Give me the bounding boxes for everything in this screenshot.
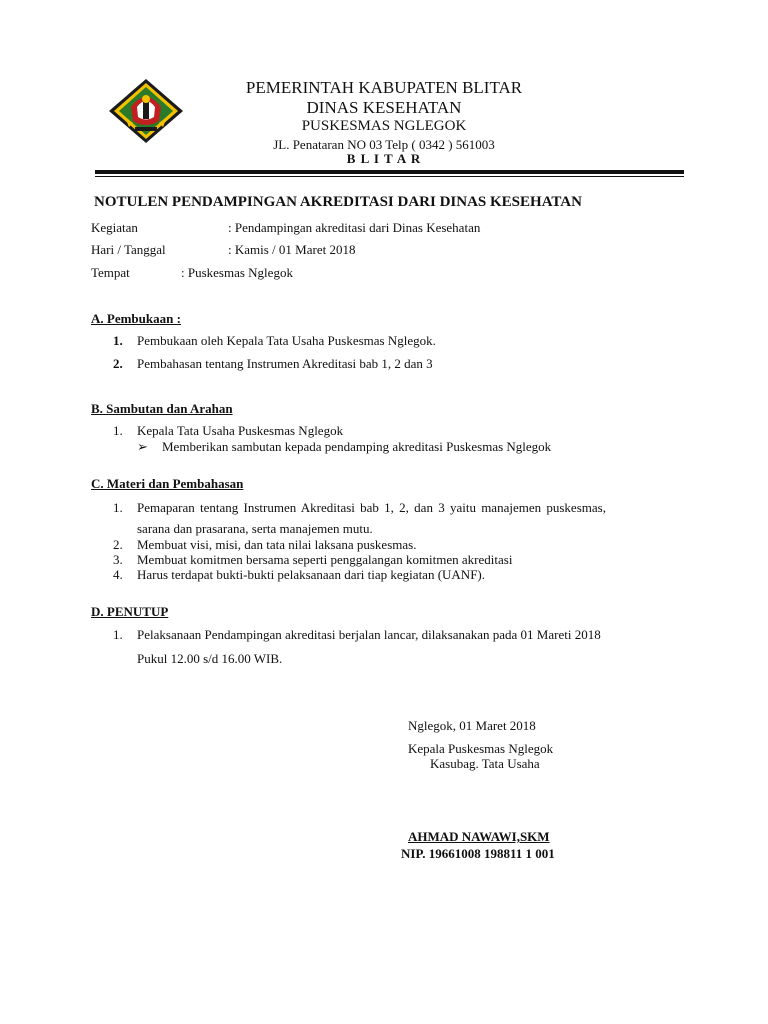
info-value-tempat: : Puskesmas Nglegok [181,265,293,280]
info-label-tempat: Tempat [91,265,130,280]
section-b-sub-item: Memberikan sambutan kepada pendamping akreditasi Puskesmas Nglegok [162,439,552,454]
section-a-item-1: Pembukaan oleh Kepala Tata Usaha Puskesmas Nglegok. [137,333,436,348]
signature-role-2: Kasubag. Tata Usaha [430,756,540,771]
info-value-tanggal: : Kamis / 01 Maret 2018 [228,242,356,257]
header-city: B L I T A R [346,151,422,166]
section-c-heading: C. Materi dan Pembahasan [91,476,244,491]
info-label-tanggal: Hari / Tanggal [91,242,166,257]
header-line-3: PUSKESMAS NGLEGOK [301,118,467,134]
document-title: NOTULEN PENDAMPINGAN AKREDITASI DARI DINAS KESEHATAN [94,194,582,210]
header-line-2: DINAS KESEHATAN [306,98,462,117]
section-c-item-3: Membuat komitmen bersama seperti penggalangan komitmen akreditasi [137,552,513,567]
section-a-item-2-num: 2. [113,356,123,371]
section-a-item-1-num: 1. [113,333,123,348]
section-b-item-1-num: 1. [113,423,123,438]
section-c-item-1: Pemaparan tentang Instrumen Akreditasi bab 1, 2, dan 3 yaitu manajemen puskesmas, [137,500,606,515]
info-label-kegiatan: Kegiatan [91,220,138,235]
header-line-1: PEMERINTAH KABUPATEN BLITAR [245,78,523,97]
section-a-heading: A. Pembukaan : [91,311,181,326]
section-c-item-1-cont: sarana dan prasarana, serta manajemen mutu. [137,521,373,536]
signature-role-1: Kepala Puskesmas Nglegok [408,741,554,756]
section-d-heading: D. PENUTUP [91,604,169,619]
section-b-heading: B. Sambutan dan Arahan [91,401,233,416]
section-c-item-2-num: 2. [113,537,123,552]
section-d-item-1: Pelaksanaan Pendampingan akreditasi berjalan lancar, dilaksanakan pada 01 Mareti 2018 [137,627,601,642]
section-c-item-1-num: 1. [113,500,123,515]
info-value-kegiatan: : Pendampingan akreditasi dari Dinas Kesehatan [228,220,481,235]
header-divider-thin [95,176,684,177]
section-d-item-1-num: 1. [113,627,123,642]
header-address: JL. Penataran NO 03 Telp ( 0342 ) 561003 [273,137,495,152]
section-c-item-4: Harus terdapat bukti-bukti pelaksanaan dari tiap kegiatan (UANF). [137,567,485,582]
section-d-item-1-cont: Pukul 12.00 s/d 16.00 WIB. [137,651,283,666]
signature-place-date: Nglegok, 01 Maret 2018 [408,718,536,733]
section-a-item-2: Pembahasan tentang Instrumen Akreditasi bab 1, 2 dan 3 [137,356,433,371]
signatory-name: AHMAD NAWAWI,SKM [408,829,550,844]
signatory-nip: NIP. 19661008 198811 1 001 [401,846,555,861]
section-c-item-4-num: 4. [113,567,123,582]
section-c-item-3-num: 3. [113,552,123,567]
section-c-item-2: Membuat visi, misi, dan tata nilai laksana puskesmas. [137,537,417,552]
header-divider-thick [95,170,684,174]
section-b-item-1: Kepala Tata Usaha Puskesmas Nglegok [137,423,344,438]
arrow-bullet-icon: ➢ [137,439,148,454]
